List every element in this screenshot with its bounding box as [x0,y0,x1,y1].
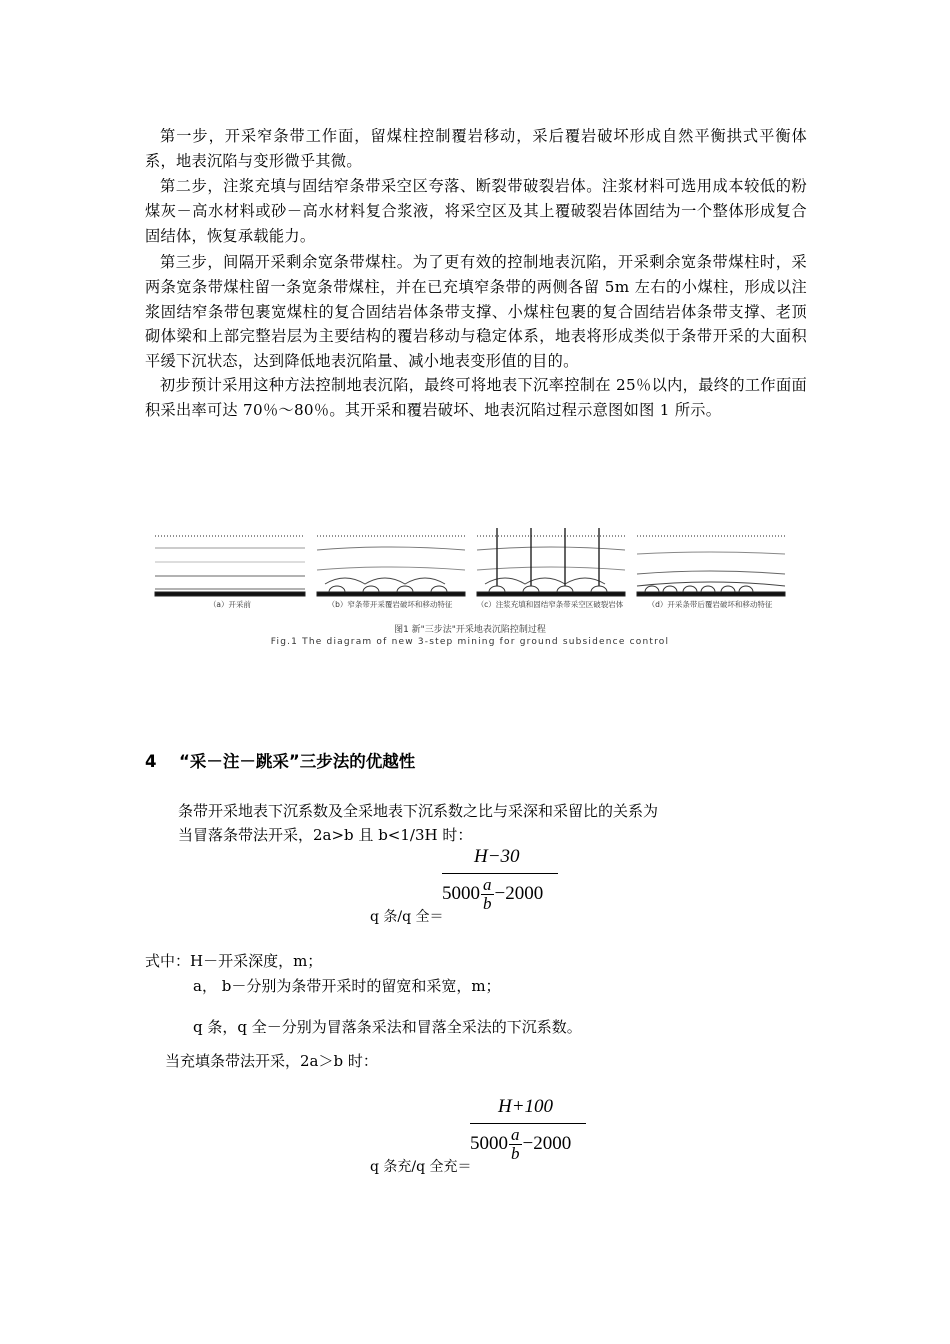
where-widths: a， b－分别为条带开采时的留宽和采宽，m； [193,977,501,995]
caption-c: （c）注浆充填和固结窄条带采空区破裂岩体 [476,600,624,609]
panel-b [317,536,465,596]
caption-b: （b）窄条带开采覆岩破坏和移动特征 [327,600,453,609]
figure-title-en: Fig.1 The diagram of new 3-step mining for ground subsidence control [270,637,670,647]
section-heading [145,748,415,772]
panel-d [637,536,785,596]
formula1-lhs: q 条/q 全＝ [370,909,444,925]
formula2-bar [470,1123,586,1124]
intro-relation: 条带开采地表下沉系数及全采地表下沉系数之比与采深和采留比的关系为 [178,802,659,820]
section-title: “采－注－跳采”三步法的优越性 [179,752,416,771]
caption-a: （a）开采前 [208,600,252,609]
formula1-fraction [440,846,560,922]
paragraph-step-one: 第一步，开采窄条带工作面，留煤柱控制覆岩移动，采后覆岩破坏形成自然平衡拱式平衡体系，地表沉陷与变形微乎其微。 [145,127,807,170]
intro-fill-condition: 当充填条带法开采，2a＞b 时： [165,1052,378,1070]
formula2-denominator: 5000 $\frac{a}{b}$ −2000 [470,1125,572,1163]
paragraph-step-two: 第二步，注浆充填与固结窄条带采空区夸落、断裂带破裂岩体。注浆材料可选用成本较低的粉煤灰－高水材料或砂－高水材料复合浆液，将采空区及其上覆破裂岩体固结为一个整体形成复合固结体，恢复承载能力。 [145,177,807,245]
paragraph-prediction: 初步预计采用这种方法控制地表沉陷，最终可将地表下沉率控制在 25％以内，最终的工作面面积采出率可达 70％～80％。其开采和覆岩破坏、地表沉陷过程示意图如图 1 所示。 [145,376,807,419]
where-depth: 式中：H－开采深度，m； [145,952,323,970]
formula2-lhs: q 条充/q 全充＝ [370,1159,472,1175]
where-coefficients: q 条，q 全－分别为冒落条采法和冒落全采法的下沉系数。 [193,1018,582,1036]
figure-title-cn: 图1 新"三步法"开采地表沉陷控制过程 [394,625,546,635]
formula1-denominator: 5000 $\frac{a}{b}$ −2000 [442,875,544,913]
a-over-b: $\frac{a}{b}$ [511,1125,520,1163]
formula1-numerator: H−30 [474,846,520,867]
formula2-fraction [468,1096,588,1172]
caption-d: （d）开采条带后覆岩破坏和移动特征 [647,600,773,609]
paragraph-step-three: 第三步，间隔开采剩余宽条带煤柱。为了更有效的控制地表沉陷，开采剩余宽条带煤柱时，采两条宽条带煤柱留一条宽条带煤柱，并在已充填窄条带的两侧各留 5m 左右的小煤柱，形成以注浆固结窄条带包裹宽煤柱的复合固结岩体条带支撑、小煤柱包裹的复合固结岩体条带支撑、老顶砌体梁和上部完整岩层为主要结构的覆岩移动与稳定体系，地表将形成类似于条带开采的大面积平缓下沉状态，达到降低地表沉陷量、减小地表变形值的目的。 [145,253,807,371]
formula2-numerator: H+100 [498,1096,554,1117]
a-over-b: $\frac{a}{b}$ [483,875,492,913]
panel-c [477,528,625,596]
section-number: 4 [145,752,157,771]
formula1-bar [442,873,558,874]
intro-caving-condition: 当冒落条带法开采，2a>b 且 b<1/3H 时： [178,826,473,844]
mining-process-diagram [150,520,790,660]
panel-a [155,536,305,596]
